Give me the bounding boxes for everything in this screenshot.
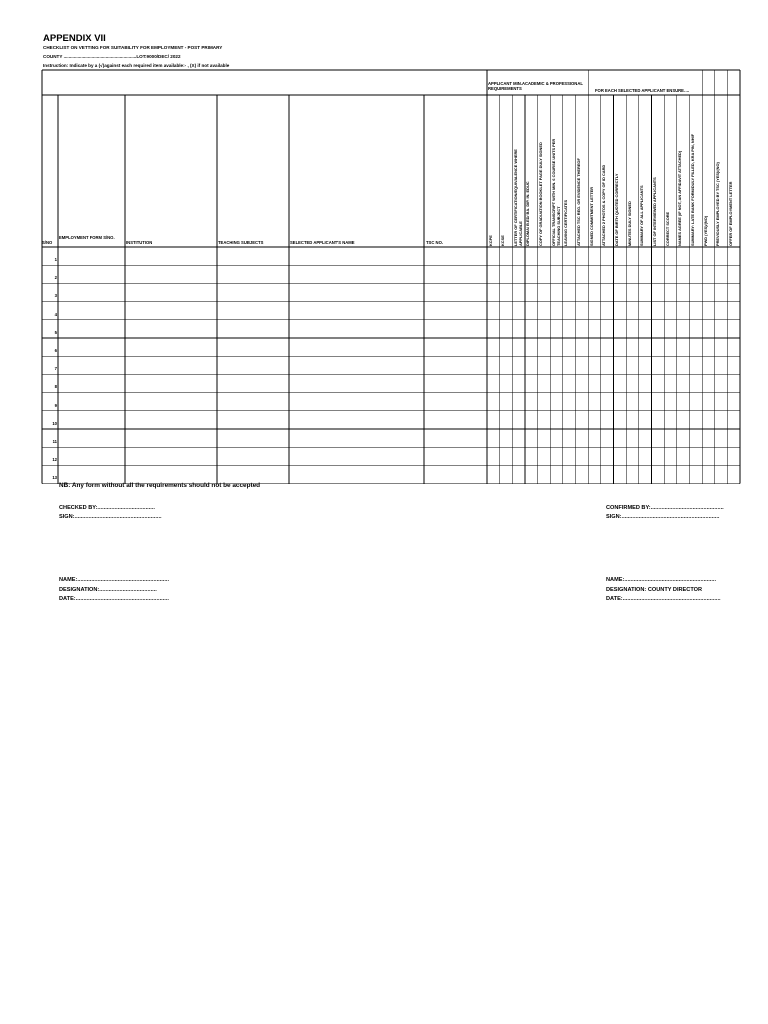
header-sno: S/NO <box>42 240 53 245</box>
row-number-12: 12 <box>52 457 57 463</box>
checklist-header-label: DATE OF BIRTH QUOTED CORRECTLY <box>614 173 619 246</box>
checklist-header-label: ATTACHED TSC REG. OR EVIDENCE THEREOF <box>576 157 582 246</box>
checklist-header-label: KCSE <box>500 234 506 246</box>
header-teaching-subjects: TEACHING SUBJECTS <box>218 240 264 245</box>
header-institution: INSTITUTION <box>126 240 153 245</box>
header-selected-applicant-name: SELECTED APPLICANT'S NAME <box>290 240 355 245</box>
checklist-header-label: DIPLOMA/ B.ED/ BA. DIP. IN. EDUC <box>525 180 531 246</box>
checklist-header-label: LEAVING CERTIFICATES <box>563 199 569 246</box>
group-header-ensure: FOR EACH SELECTED APPLICANT ENSURE…. <box>595 88 690 93</box>
checklist-header-label: CORRECT SCORE <box>664 211 670 246</box>
header-employment-form: EMPLOYMENT FORM S/NO. <box>59 235 115 240</box>
checklist-header-label: MINUTES DULY SIGNED <box>626 200 632 246</box>
row-number-3: 3 <box>54 293 57 299</box>
checklist-header-label: OFFICIAL TRANSCRIPT WITH MIN. 6 COURSE UNITS PER TEACHING SUBJECT <box>550 138 561 246</box>
checklist-header-label: SIGNED COMMITMENT LETTER <box>588 186 594 246</box>
checklist-header-label: PREVIOUSLY EMPLOYED BY TSC (YES)/(NO) <box>715 161 721 246</box>
document-title: APPENDIX VII <box>43 33 106 44</box>
confirmed-by-line: CONFIRMED BY:............................................... <box>606 505 724 511</box>
row-number-9: 9 <box>54 402 57 408</box>
checklist-header-label: ATTACHED 2 PHOTOS & COPY OF ID CARD <box>601 164 607 246</box>
name-right-line: NAME:........................................................... <box>606 577 717 583</box>
header-tsc-no: TSC NO. <box>426 240 443 245</box>
date-right-line: DATE:............................................................... <box>606 596 721 602</box>
group-header-requirements: APPLICANT MIN.ACADEMIC & PROFESSIONAL REQUIREMENTS <box>488 81 583 91</box>
row-number-7: 7 <box>54 366 57 372</box>
sign-left-line: SIGN:........................................................ <box>59 514 162 520</box>
checklist-header-label: OFFER OF EMPLOYMENT LETTER <box>727 181 733 246</box>
requirements-note: NB: Any form without all the requirements should not be accepted <box>59 482 261 489</box>
instruction-line: Instruction: Indicate by a (√)against each required item available:- , (X) if not available <box>43 63 230 68</box>
checklist-subtitle: CHECKLIST ON VETTING FOR SUITABILITY FOR EMPLOYMENT - POST PRIMARY <box>43 45 223 50</box>
checklist-header-label: KCPE <box>487 234 493 246</box>
checklist-header-label: COPY OF GRADUATION BOOKLET PAGE DULY SIGNED <box>538 141 544 246</box>
designation-right-line: DESIGNATION: COUNTY DIRECTOR <box>606 587 703 593</box>
designation-left-line: DESIGNATION:..................................... <box>59 587 157 593</box>
checklist-header-label: LIST OF INTERVIEWED APPLICANTS <box>651 176 657 246</box>
checklist-header-label: PWD (YES)/(NO) <box>702 215 708 246</box>
checked-by-line: CHECKED BY:..................................... <box>59 505 155 511</box>
row-number-1: 1 <box>54 257 57 262</box>
row-number-5: 5 <box>54 329 57 335</box>
row-number-8: 8 <box>54 384 57 390</box>
checklist-header-label: LETTER OF CERTIFICATION/EQUIVALENCE WHERE APPLICABLE <box>512 148 523 246</box>
row-number-13: 13 <box>52 475 57 481</box>
date-left-line: DATE:............................................................ <box>59 596 169 602</box>
checklist-header-label: SUMMARY OF ALL APPLICANTS <box>639 184 645 246</box>
name-left-line: NAME:........................................................... <box>59 577 170 583</box>
row-number-6: 6 <box>54 348 57 353</box>
row-number-2: 2 <box>54 275 57 281</box>
county-lot-line: COUNTY .........................................................LOT:9000/DEC/ 2022 <box>43 54 181 59</box>
row-number-10: 10 <box>52 420 57 426</box>
checklist-header-label: SUMMARY: LATE BANK FORM/DULY FILLED, KRA PIN, NHIF <box>689 133 695 246</box>
row-number-4: 4 <box>54 311 57 317</box>
sign-right-line: SIGN:............................................................... <box>606 514 720 520</box>
checklist-header-label: NAMES AGREE (IF NOT, AN AFFIDAVIT ATTACHED) <box>677 150 683 246</box>
row-number-11: 11 <box>52 439 57 444</box>
